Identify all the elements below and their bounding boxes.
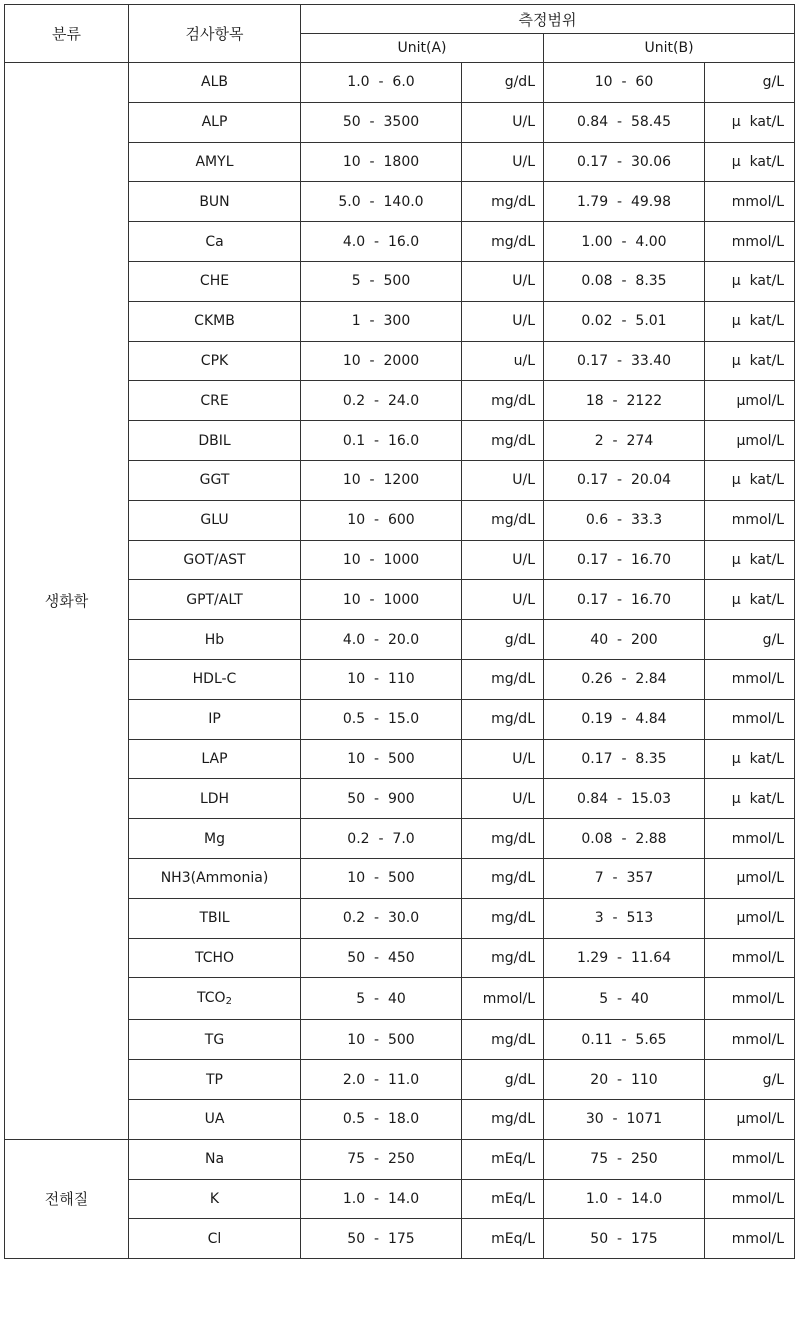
unit-b-cell: mmol/L: [705, 659, 795, 699]
range-a-cell: 0.5 - 18.0: [301, 1099, 462, 1139]
category-cell: 생화학: [5, 63, 129, 1140]
unit-a-cell: mg/dL: [462, 500, 544, 540]
test-item-cell: [129, 1139, 301, 1179]
test-item-name: Hb: [204, 631, 225, 648]
table-row: [5, 1139, 795, 1179]
test-item-name: CKMB: [194, 313, 235, 330]
test-item-cell: [129, 500, 301, 540]
unit-a-cell: mg/dL: [462, 699, 544, 739]
range-a-cell: 10 - 500: [301, 1020, 462, 1060]
range-a-cell: 5.0 - 140.0: [301, 182, 462, 222]
test-item-cell: [129, 580, 301, 620]
unit-b-cell: mmol/L: [705, 182, 795, 222]
unit-b-cell: mmol/L: [705, 1020, 795, 1060]
range-a-cell: 0.5 - 15.0: [301, 699, 462, 739]
unit-b-cell: μ kat/L: [705, 739, 795, 779]
range-b-cell: 0.19 - 4.84: [544, 699, 705, 739]
test-item-cell: [129, 1060, 301, 1100]
unit-a-cell: mg/dL: [462, 421, 544, 461]
range-a-cell: 1 - 300: [301, 301, 462, 341]
test-item-cell: [129, 182, 301, 222]
unit-b-cell: mmol/L: [705, 222, 795, 262]
test-item-cell: [129, 460, 301, 500]
range-b-cell: 50 - 175: [544, 1219, 705, 1259]
test-item-name: NH3(Ammonia): [160, 870, 269, 887]
unit-b-cell: mmol/L: [705, 1179, 795, 1219]
test-item-name: DBIL: [198, 432, 231, 449]
test-item-subscript: 2: [225, 996, 232, 1008]
unit-a-cell: g/dL: [462, 620, 544, 660]
unit-b-cell: mmol/L: [705, 699, 795, 739]
category-cell: 전해질: [5, 1139, 129, 1258]
range-a-cell: 10 - 1000: [301, 580, 462, 620]
unit-a-cell: U/L: [462, 261, 544, 301]
range-b-cell: 0.08 - 8.35: [544, 261, 705, 301]
test-item-cell: [129, 938, 301, 978]
unit-a-cell: mg/dL: [462, 659, 544, 699]
range-b-cell: 0.17 - 30.06: [544, 142, 705, 182]
range-b-cell: 20 - 110: [544, 1060, 705, 1100]
range-b-cell: 1.79 - 49.98: [544, 182, 705, 222]
unit-b-cell: μmol/L: [705, 898, 795, 938]
range-a-cell: 10 - 600: [301, 500, 462, 540]
unit-b-cell: mmol/L: [705, 1139, 795, 1179]
test-item-name: Na: [204, 1151, 225, 1168]
range-a-cell: 0.2 - 24.0: [301, 381, 462, 421]
unit-a-cell: mg/dL: [462, 222, 544, 262]
unit-a-cell: mg/dL: [462, 898, 544, 938]
range-a-cell: 10 - 500: [301, 858, 462, 898]
unit-b-cell: μ kat/L: [705, 460, 795, 500]
unit-b-cell: μ kat/L: [705, 301, 795, 341]
test-item-cell: [129, 819, 301, 859]
test-item-cell: [129, 1179, 301, 1219]
test-item-cell: [129, 63, 301, 103]
unit-a-cell: mg/dL: [462, 182, 544, 222]
unit-a-cell: mg/dL: [462, 1099, 544, 1139]
header-item: 검사항목: [129, 5, 301, 63]
test-item-name: LAP: [201, 750, 228, 767]
test-item-name: UA: [204, 1111, 225, 1128]
unit-a-cell: mEq/L: [462, 1139, 544, 1179]
unit-b-cell: μ kat/L: [705, 102, 795, 142]
test-item-name: ALB: [201, 74, 228, 91]
range-a-cell: 4.0 - 20.0: [301, 620, 462, 660]
test-item-name: GOT/AST: [183, 551, 246, 568]
range-b-cell: 0.17 - 20.04: [544, 460, 705, 500]
test-item-cell: [129, 978, 301, 1020]
unit-b-cell: g/L: [705, 1060, 795, 1100]
unit-a-cell: g/dL: [462, 63, 544, 103]
unit-a-cell: mg/dL: [462, 938, 544, 978]
test-item-name: Ca: [205, 233, 224, 250]
test-item-name: K: [209, 1190, 220, 1207]
test-item-name: BUN: [199, 193, 230, 210]
header-range: 측정범위: [301, 5, 795, 34]
unit-b-cell: mmol/L: [705, 938, 795, 978]
unit-b-cell: μmol/L: [705, 1099, 795, 1139]
table-row: [5, 63, 795, 103]
unit-a-cell: U/L: [462, 301, 544, 341]
test-item-cell: [129, 341, 301, 381]
range-b-cell: 0.17 - 8.35: [544, 739, 705, 779]
unit-b-cell: mmol/L: [705, 1219, 795, 1259]
range-b-cell: 0.84 - 58.45: [544, 102, 705, 142]
test-item-name: HDL-C: [192, 671, 237, 688]
unit-b-cell: mmol/L: [705, 819, 795, 859]
range-a-cell: 0.1 - 16.0: [301, 421, 462, 461]
unit-a-cell: g/dL: [462, 1060, 544, 1100]
test-item-cell: [129, 261, 301, 301]
test-item-cell: [129, 540, 301, 580]
unit-b-cell: μ kat/L: [705, 261, 795, 301]
unit-b-cell: μ kat/L: [705, 580, 795, 620]
range-b-cell: 5 - 40: [544, 978, 705, 1020]
range-b-cell: 1.0 - 14.0: [544, 1179, 705, 1219]
range-a-cell: 10 - 1000: [301, 540, 462, 580]
unit-a-cell: u/L: [462, 341, 544, 381]
test-item-name: Cl: [207, 1230, 222, 1247]
test-item-cell: [129, 898, 301, 938]
test-item-name: Mg: [204, 830, 225, 847]
range-b-cell: 0.02 - 5.01: [544, 301, 705, 341]
header-unit-b: Unit(B): [544, 34, 795, 63]
test-item-name: IP: [208, 711, 221, 728]
test-item-cell: [129, 659, 301, 699]
unit-a-cell: U/L: [462, 739, 544, 779]
test-item-name: TBIL: [199, 910, 230, 927]
header-unit-a: Unit(A): [301, 34, 544, 63]
test-item-cell: [129, 779, 301, 819]
range-b-cell: 0.17 - 33.40: [544, 341, 705, 381]
test-item-cell: [129, 102, 301, 142]
range-b-cell: 0.08 - 2.88: [544, 819, 705, 859]
unit-b-cell: μ kat/L: [705, 142, 795, 182]
test-item-cell: [129, 381, 301, 421]
test-item-cell: [129, 620, 301, 660]
range-b-cell: 30 - 1071: [544, 1099, 705, 1139]
unit-b-cell: g/L: [705, 63, 795, 103]
unit-a-cell: mEq/L: [462, 1179, 544, 1219]
unit-a-cell: U/L: [462, 779, 544, 819]
range-a-cell: 1.0 - 14.0: [301, 1179, 462, 1219]
range-b-cell: 0.17 - 16.70: [544, 580, 705, 620]
unit-a-cell: U/L: [462, 102, 544, 142]
measurement-range-table: [4, 4, 795, 1259]
test-item-name: LDH: [199, 790, 230, 807]
range-b-cell: 0.11 - 5.65: [544, 1020, 705, 1060]
range-b-cell: 7 - 357: [544, 858, 705, 898]
test-item-name: AMYL: [195, 153, 234, 170]
test-item-name: TCHO: [194, 949, 235, 966]
test-item-name: CHE: [199, 273, 230, 290]
test-item-name: GLU: [200, 512, 229, 529]
range-a-cell: 10 - 2000: [301, 341, 462, 381]
range-a-cell: 75 - 250: [301, 1139, 462, 1179]
range-a-cell: 0.2 - 30.0: [301, 898, 462, 938]
test-item-name: CRE: [200, 392, 229, 409]
unit-b-cell: μmol/L: [705, 381, 795, 421]
unit-b-cell: μ kat/L: [705, 341, 795, 381]
test-item-cell: [129, 699, 301, 739]
test-item-cell: [129, 1099, 301, 1139]
range-a-cell: 10 - 1800: [301, 142, 462, 182]
test-item-cell: [129, 858, 301, 898]
range-b-cell: 18 - 2122: [544, 381, 705, 421]
range-b-cell: 0.26 - 2.84: [544, 659, 705, 699]
unit-a-cell: mmol/L: [462, 978, 544, 1020]
test-item-name: CPK: [200, 352, 229, 369]
test-item-cell: [129, 142, 301, 182]
test-item-name: TG: [204, 1031, 225, 1048]
unit-a-cell: U/L: [462, 540, 544, 580]
test-item-cell: [129, 421, 301, 461]
range-a-cell: 10 - 500: [301, 739, 462, 779]
unit-b-cell: mmol/L: [705, 978, 795, 1020]
range-b-cell: 3 - 513: [544, 898, 705, 938]
range-b-cell: 10 - 60: [544, 63, 705, 103]
range-a-cell: 10 - 110: [301, 659, 462, 699]
test-item-cell: [129, 1020, 301, 1060]
test-item-cell: [129, 222, 301, 262]
range-a-cell: 10 - 1200: [301, 460, 462, 500]
unit-a-cell: mg/dL: [462, 858, 544, 898]
range-b-cell: 1.29 - 11.64: [544, 938, 705, 978]
unit-a-cell: mg/dL: [462, 1020, 544, 1060]
range-b-cell: 75 - 250: [544, 1139, 705, 1179]
range-a-cell: 50 - 450: [301, 938, 462, 978]
range-a-cell: 50 - 3500: [301, 102, 462, 142]
test-item-name: ALP: [201, 114, 228, 131]
test-item-cell: [129, 739, 301, 779]
range-b-cell: 0.84 - 15.03: [544, 779, 705, 819]
unit-a-cell: U/L: [462, 580, 544, 620]
test-item-name: TP: [206, 1071, 223, 1088]
range-b-cell: 0.17 - 16.70: [544, 540, 705, 580]
table-body: [5, 63, 795, 1259]
unit-b-cell: μmol/L: [705, 858, 795, 898]
test-item-cell: [129, 301, 301, 341]
unit-b-cell: mmol/L: [705, 500, 795, 540]
unit-a-cell: mg/dL: [462, 819, 544, 859]
range-b-cell: 0.6 - 33.3: [544, 500, 705, 540]
unit-a-cell: mg/dL: [462, 381, 544, 421]
unit-b-cell: μmol/L: [705, 421, 795, 461]
range-a-cell: 4.0 - 16.0: [301, 222, 462, 262]
test-item-cell: [129, 1219, 301, 1259]
range-a-cell: 5 - 40: [301, 978, 462, 1020]
range-b-cell: 40 - 200: [544, 620, 705, 660]
range-a-cell: 0.2 - 7.0: [301, 819, 462, 859]
unit-a-cell: U/L: [462, 142, 544, 182]
range-a-cell: 1.0 - 6.0: [301, 63, 462, 103]
range-a-cell: 5 - 500: [301, 261, 462, 301]
unit-b-cell: μ kat/L: [705, 540, 795, 580]
header-category: 분류: [5, 5, 129, 63]
test-item-name: TCO: [197, 990, 226, 1007]
unit-a-cell: mEq/L: [462, 1219, 544, 1259]
header-row-top: [5, 5, 795, 34]
unit-a-cell: U/L: [462, 460, 544, 500]
unit-b-cell: g/L: [705, 620, 795, 660]
range-b-cell: 2 - 274: [544, 421, 705, 461]
test-item-name: GPT/ALT: [186, 591, 243, 608]
test-item-name: GGT: [199, 472, 230, 489]
range-b-cell: 1.00 - 4.00: [544, 222, 705, 262]
unit-b-cell: μ kat/L: [705, 779, 795, 819]
range-a-cell: 50 - 900: [301, 779, 462, 819]
range-a-cell: 2.0 - 11.0: [301, 1060, 462, 1100]
range-a-cell: 50 - 175: [301, 1219, 462, 1259]
